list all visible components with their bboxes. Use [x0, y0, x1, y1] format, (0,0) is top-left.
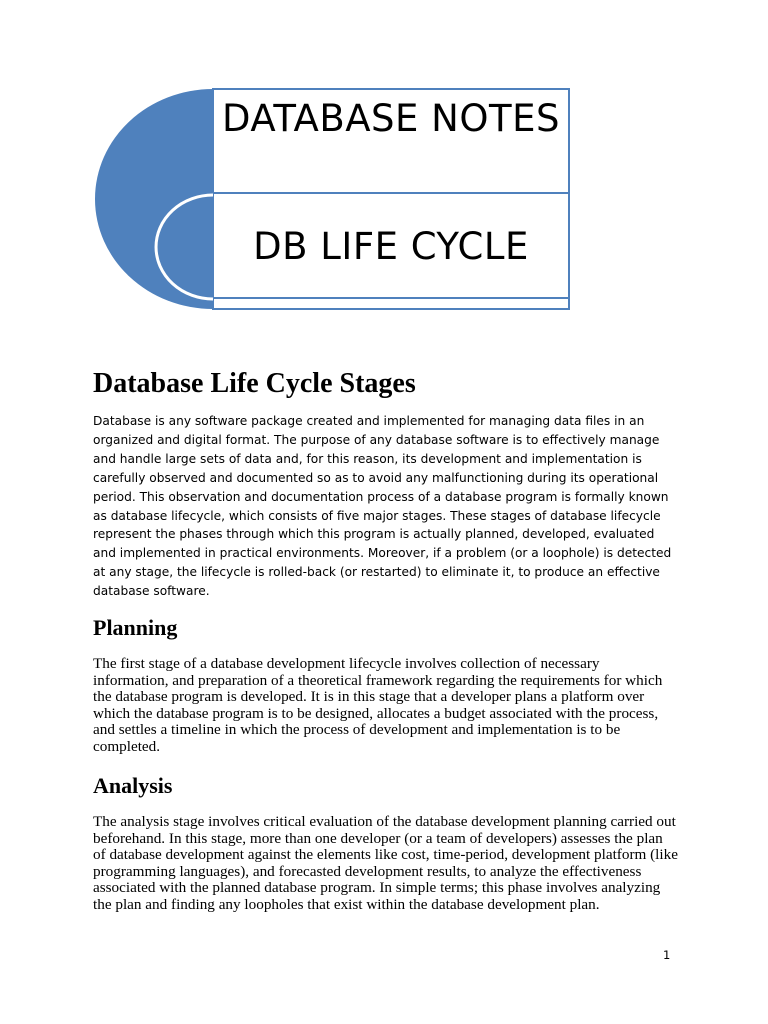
document-title: Database Life Cycle Stages [93, 368, 416, 399]
cover-title: DATABASE NOTES [222, 97, 560, 140]
page-number: 1 [663, 948, 671, 962]
document-body [93, 364, 678, 928]
section-planning [93, 612, 678, 755]
cover-subtitle: DB LIFE CYCLE [253, 225, 529, 268]
cover-shape [0, 0, 768, 320]
section-heading: Analysis [93, 773, 173, 799]
cover-graphic [0, 0, 768, 320]
section-paragraph: The analysis stage involves critical evaluation of the database development planning carried out beforehand. In this stage, more than one developer (or a team of developers) assesses the plan of database development against the elements like cost, time-period, development platform (like programming languages), and forecasted development results, to analyze the effectiveness associated with the planned database program. In simple terms; this phase involves analyzing the plan and finding any loopholes that exist within the database development plan. [93, 813, 678, 913]
section-analysis [93, 770, 678, 913]
section-heading: Planning [93, 615, 178, 641]
intro-paragraph: Database is any software package created and implemented for managing data files in an organized and digital format. The purpose of any database software is to effectively manage and handle large sets of data and, for this reason, its development and implementation is carefully observed and documented so as to avoid any malfunctioning during its operational period. This observation and documentation process of a database program is formally known as database lifecycle, which consists of five major stages. These stages of database lifecycle represent the phases through which this program is actually planned, developed, evaluated and implemented in practical environments. Moreover, if a problem (or a loophole) is detected at any stage, the lifecycle is rolled-back (or restarted) to eliminate it, to produce an effective database software. [93, 414, 672, 599]
section-paragraph: The first stage of a database development lifecycle involves collection of necessary information, and preparation of a theoretical framework regarding the requirements for which the database program is developed. It is in this stage that a developer plans a platform over which the database program is to be designed, allocates a budget associated with the process, and settles a timeline in which the process of development and implementation is to be completed. [93, 655, 663, 755]
cover-half-circle [95, 89, 213, 309]
